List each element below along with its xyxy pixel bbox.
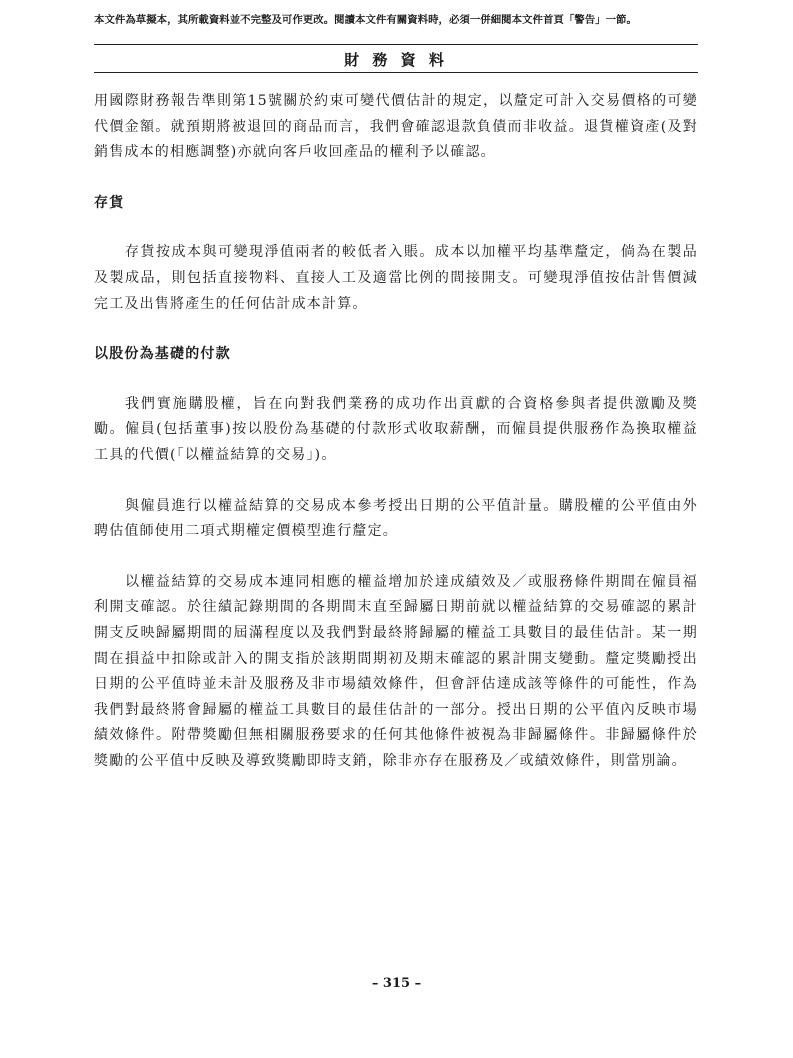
share-payment-heading: 以股份為基礎的付款 [94, 346, 231, 363]
draft-notice: 本文件為草擬本，其所載資料並不完整及可作更改。閱讀本文件有關資料時，必須一併細閱本文件首頁「警告」一節。 [94, 14, 637, 26]
section-title: 財 務 資 料 [344, 51, 448, 69]
inventory-heading: 存貨 [94, 194, 125, 211]
main-content [94, 89, 698, 774]
spacer [94, 545, 698, 570]
header-rule-top [94, 44, 698, 45]
share-payment-paragraph-3: 以權益結算的交易成本連同相應的權益增加於達成績效及／或服務條件期間在僱員福利開支確認。於往績記錄期間的各期間末直至歸屬日期前就以權益結算的交易確認的累計開支反映歸屬期間的屆滿程度以及我們對最終將歸屬的權益工具數目的最佳估計。某一期間在損益中扣除或計入的開支指於該期間期初及期末確認的累計開支變動。釐定獎勵授出日期的公平值時並未計及服務及非市場績效條件，但會評估達成該等條件的可能性，作為我們對最終將會歸屬的權益工具數目的最佳估計的一部分。授出日期的公平值內反映市場績效條件。附帶獎勵但無相關服務要求的任何其他條件被視為非歸屬條件。非歸屬條件於獎勵的公平值中反映及導致獎勵即時支銷，除非亦存在服務及／或績效條件，則當別論。 [94, 573, 698, 769]
share-payment-paragraph-1: 我們實施購股權，旨在向對我們業務的成功作出貢獻的合資格參與者提供激勵及獎勵。僱員(包括董事)按以股份為基礎的付款形式收取薪酬，而僱員提供服務作為換取權益工具的代價(「以權益結算的交易」)。 [94, 395, 698, 463]
spacer [94, 166, 698, 191]
page-number: – 315 – [371, 976, 422, 991]
share-payment-paragraph-2: 與僱員進行以權益結算的交易成本參考授出日期的公平值計量。購股權的公平值由外聘估值師使用二項式期權定價模型進行釐定。 [94, 497, 698, 540]
spacer [94, 216, 698, 240]
spacer [94, 469, 698, 494]
inventory-paragraph: 存貨按成本與可變現淨值兩者的較低者入賬。成本以加權平均基準釐定，倘為在製品及製成品，則包括直接物料、直接人工及適當比例的間接開支。可變現淨值按估計售價減完工及出售將產生的任何估計成本計算。 [94, 244, 698, 312]
header-rule-bottom [94, 72, 698, 73]
spacer [94, 317, 698, 342]
spacer [94, 368, 698, 392]
intro-paragraph: 用國際財務報告準則第15號關於約束可變代價估計的規定，以釐定可計入交易價格的可變代價金額。就預期將被退回的商品而言，我們會確認退款負債而非收益。退貨權資產(及對銷售成本的相應調整)亦就向客戶收回產品的權利予以確認。 [94, 93, 698, 161]
